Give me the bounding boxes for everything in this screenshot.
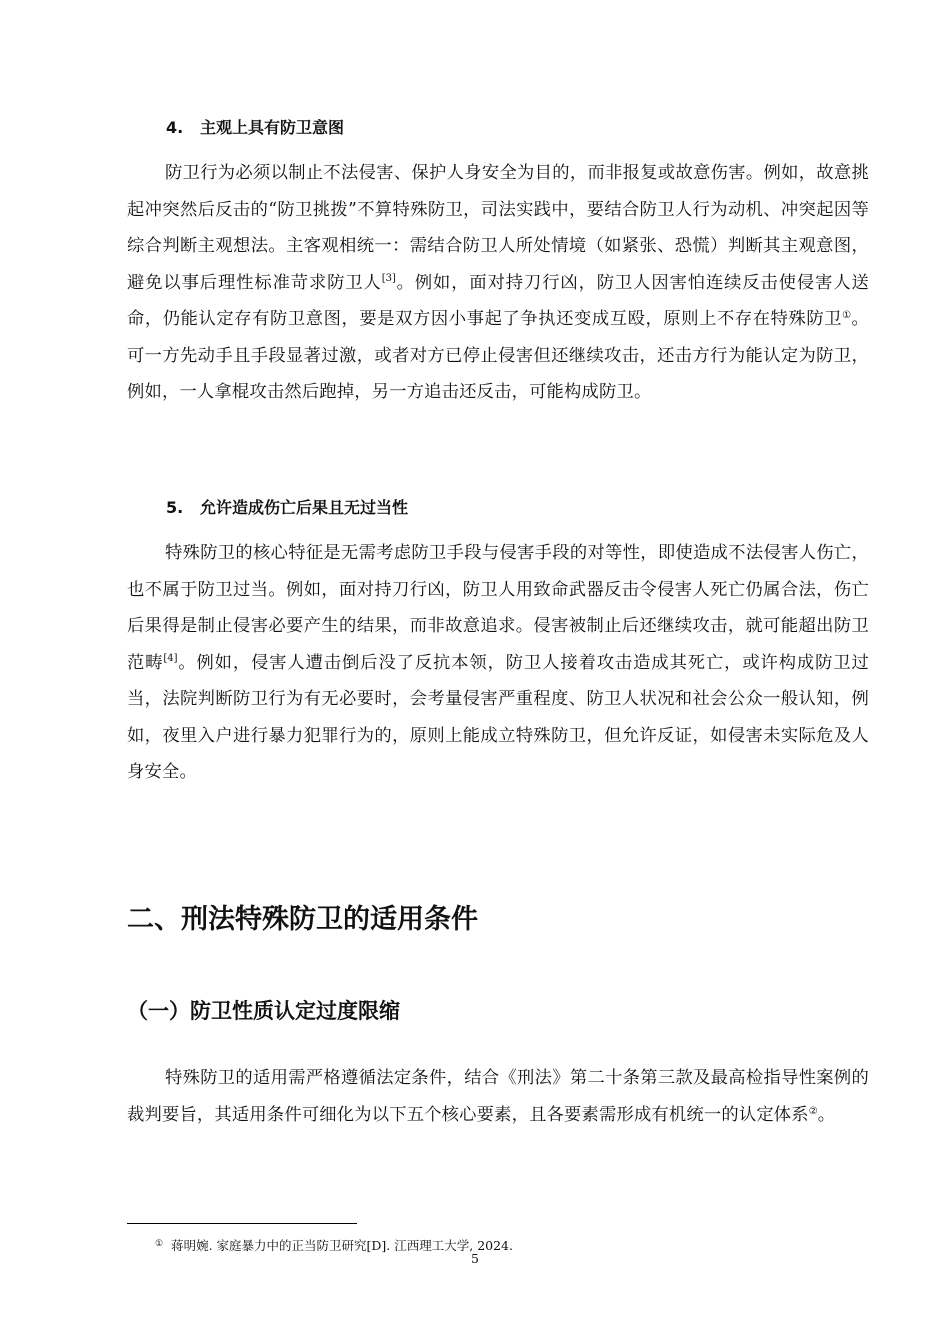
paragraph-text: 特殊防卫的核心特征是无需考虑防卫手段与侵害手段的对等性，即使造成不法侵害人伤亡，也不属于防卫过当。例如，面对持刀行凶，防卫人用致命武器反击令侵害人死亡仍属合法，伤亡后果得是制止侵害必要产生的结果，而非故意追求。侵害被制止后还继续攻击，就可能超出防卫范畴	[127, 543, 869, 673]
subheading-4	[166, 118, 344, 138]
footnote-ref[interactable]: ②	[808, 1105, 818, 1117]
paragraph-text: 防卫行为必须以制止不法侵害、保护人身安全为目的，而非报复或故意伤害。例如，故意挑起冲突然后反击的“防卫挑拨”不算特殊防卫，司法实践中，要结合防卫人行为动机、冲突起因等综合判断主观想法。主客观相统一：需结合防卫人所处情境（如紧张、恐慌）判断其主观意图，避免以事后理性标准苛求防卫人	[127, 163, 869, 293]
subheading-number: 5.	[166, 498, 184, 517]
footnote-divider	[127, 1223, 357, 1224]
citation-ref[interactable]: [4]	[163, 652, 178, 664]
footnote-text: 蒋明婉. 家庭暴力中的正当防卫研究[D]. 江西理工大学, 2024.	[171, 1238, 513, 1253]
paragraph-text: 。可一方先动手且手段显著过激，或者对方已停止侵害但还继续攻击，还击方行为能认定为防卫，例如，一人拿棍攻击然后跑掉，另一方追击还反击，可能构成防卫。	[127, 309, 869, 402]
subheading-number: 4.	[166, 118, 184, 137]
paragraph-text: 。	[817, 1104, 836, 1125]
paragraph-conditions	[127, 1060, 869, 1133]
section-title: （一）防卫性质认定过度限缩	[127, 999, 400, 1023]
subheading-5	[166, 498, 408, 518]
footnote-mark: ①	[155, 1239, 164, 1249]
paragraph-text: 。例如，面对持刀行凶，防卫人因害怕连续反击使侵害人送命，仍能认定存有防卫意图，要是双方因小事起了争执还变成互殴，原则上不存在特殊防卫	[127, 272, 870, 329]
footnote-ref[interactable]: ①	[842, 310, 852, 321]
paragraph-casualty	[127, 535, 869, 791]
paragraph-intent	[127, 155, 869, 411]
subheading-title: 主观上具有防卫意图	[200, 118, 345, 137]
subheading-title: 允许造成伤亡后果且无过当性	[200, 498, 409, 517]
citation-ref[interactable]: [3]	[381, 272, 396, 284]
page-number: 5	[471, 1251, 479, 1266]
chapter-title: 二、刑法特殊防卫的适用条件	[127, 904, 478, 935]
paragraph-text: 特殊防卫的适用需严格遵循法定条件，结合《刑法》第二十条第三款及最高检指导性案例的裁判要旨，其适用条件可细化为以下五个核心要素，且各要素需形成有机统一的认定体系	[127, 1068, 869, 1125]
paragraph-text: 。例如，侵害人遭击倒后没了反抗本领，防卫人接着攻击造成其死亡，或许构成防卫过当，法院判断防卫行为有无必要时，会考量侵害严重程度、防卫人状况和社会公众一般认知，例如，夜里入户进行暴力犯罪行为的，原则上能成立特殊防卫，但允许反证，如侵害未实际危及人身安全。	[127, 652, 870, 782]
